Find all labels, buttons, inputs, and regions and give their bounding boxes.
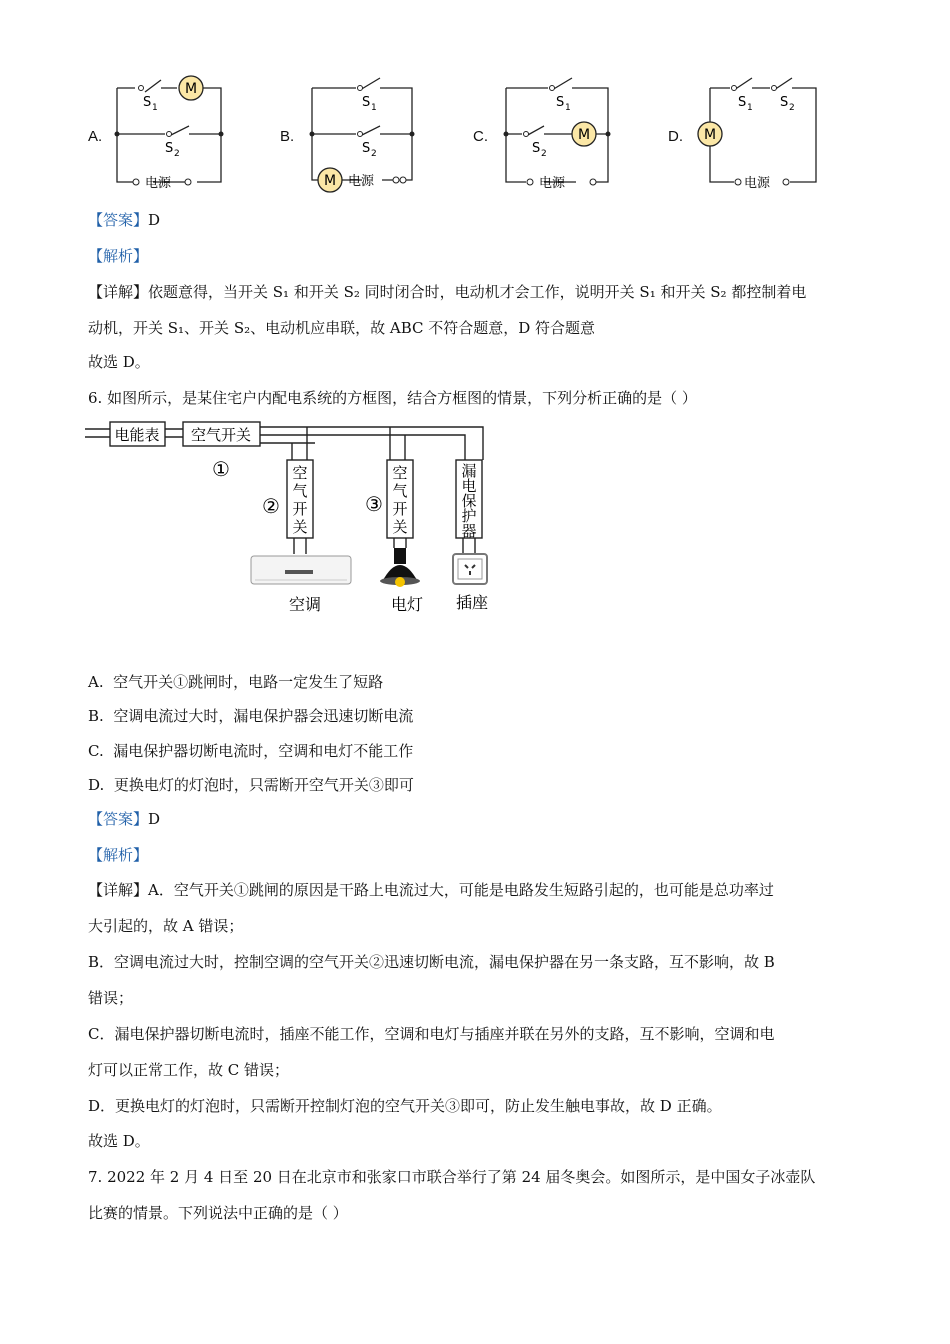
q5-detail-line-2: 动机，开关 S₁、开关 S₂、电动机应串联，故 ABC 不符合题意，D 符合题意	[88, 319, 596, 337]
q6-analysis-tag: 【解析】	[88, 846, 149, 864]
svg-text:1: 1	[747, 103, 753, 113]
svg-text:S: S	[362, 141, 371, 156]
q5-answer	[88, 210, 160, 230]
circuit-a-diagram	[105, 70, 235, 195]
air-conditioner-icon	[251, 556, 351, 584]
svg-text:S: S	[738, 95, 747, 110]
q6-option-c[interactable]: C. 漏电保护器切断电流时，空调和电灯不能工作	[88, 742, 414, 760]
svg-text:S: S	[556, 95, 565, 110]
switch-s1-label: S	[143, 95, 152, 110]
q5-detail-line-1: 【详解】依题意得，当开关 S₁ 和开关 S₂ 同时闭合时，电动机才会工作，说明开关 S₁ 和开关 S₂ 都控制着电	[88, 283, 807, 301]
q6-detail-b-2: 错误；	[88, 989, 134, 1007]
num-3: ③	[365, 492, 383, 516]
svg-text:2: 2	[174, 149, 180, 159]
option-d-label: D.	[668, 128, 683, 145]
q6-distribution-diagram	[85, 418, 505, 618]
svg-text:1: 1	[152, 103, 158, 113]
svg-text:气: 气	[392, 482, 408, 500]
meter-label: 电能表	[114, 426, 160, 444]
q6-stem: 6. 如图所示，是某住宅户内配电系统的方框图，结合方框图的情景，下列分析正确的是（ ）	[88, 389, 697, 407]
main-switch-label: 空气开关	[190, 426, 252, 444]
svg-text:1: 1	[371, 103, 377, 113]
q6-answer: 【答案】D	[88, 810, 161, 828]
lamp-icon	[380, 548, 420, 587]
q7-stem-line-2: 比赛的情景。下列说法中正确的是（ ）	[88, 1204, 348, 1222]
socket-label: 插座	[455, 593, 489, 612]
num-2: ②	[262, 494, 280, 518]
svg-text:关: 关	[292, 518, 308, 536]
num-1: ①	[212, 457, 230, 481]
svg-text:电源: 电源	[744, 176, 771, 191]
svg-text:开: 开	[292, 500, 308, 518]
q6-detail-a-2: 大引起的，故 A 错误；	[88, 917, 244, 935]
q6-detail-c-1: C．漏电保护器切断电流时，插座不能工作，空调和电灯与插座并联在另外的支路，互不影响，空调和电	[88, 1025, 775, 1043]
svg-text:M: M	[577, 127, 591, 143]
svg-text:1: 1	[565, 103, 571, 113]
q7-stem-line-1: 7. 2022 年 2 月 4 日至 20 日在北京市和张家口市联合举行了第 24 届冬奥会。如图所示，是中国女子冰壶队	[88, 1168, 816, 1186]
svg-text:保: 保	[461, 492, 477, 510]
option-c-label: C.	[473, 128, 488, 145]
svg-text:S: S	[362, 95, 371, 110]
q6-option-a[interactable]: A. 空气开关①跳闸时，电路一定发生了短路	[88, 673, 384, 691]
q6-option-b[interactable]: B. 空调电流过大时，漏电保护器会迅速切断电流	[88, 707, 414, 725]
answer-value: D	[148, 211, 161, 229]
svg-text:电源: 电源	[348, 174, 375, 189]
power-source-label: 电源	[145, 176, 172, 191]
svg-text:2: 2	[371, 149, 377, 159]
svg-text:空: 空	[392, 464, 408, 482]
q6-detail-c-2: 灯可以正常工作，故 C 错误；	[88, 1061, 290, 1079]
q5-conclusion: 故选 D。	[88, 353, 150, 371]
q6-detail-a-1: 【详解】A．空气开关①跳闸的原因是干路上电流过大，可能是电路发生短路引起的，也可能是总功率过	[88, 881, 774, 899]
svg-text:M: M	[323, 173, 337, 189]
svg-text:S: S	[780, 95, 789, 110]
q6-detail-b-1: B．空调电流过大时，控制空调的空气开关②迅速切断电流，漏电保护器在另一条支路，互不影响，故 B	[88, 953, 775, 971]
svg-text:S: S	[532, 141, 541, 156]
svg-text:电: 电	[461, 477, 477, 495]
svg-text:空: 空	[292, 464, 308, 482]
circuit-d-diagram	[694, 70, 824, 195]
svg-text:M: M	[703, 127, 717, 143]
q6-conclusion: 故选 D。	[88, 1132, 150, 1150]
q6-option-d[interactable]: D. 更换电灯的灯泡时，只需断开空气开关③即可	[88, 776, 414, 794]
svg-text:器: 器	[461, 522, 477, 540]
svg-text:开: 开	[392, 500, 408, 518]
circuit-b-diagram	[298, 70, 428, 195]
svg-text:电源: 电源	[539, 176, 566, 191]
answer-tag: 【答案】	[88, 211, 149, 229]
svg-text:漏: 漏	[461, 462, 477, 480]
svg-text:气: 气	[292, 482, 308, 500]
svg-text:2: 2	[541, 149, 547, 159]
svg-text:关: 关	[392, 518, 408, 536]
lamp-label: 电灯	[390, 595, 424, 614]
q6-detail-d: D．更换电灯的灯泡时，只需断开控制灯泡的空气开关③即可，防止发生触电事故，故 D 正确。	[88, 1097, 722, 1115]
switch-s2-label: S	[165, 141, 174, 156]
svg-text:2: 2	[789, 103, 795, 113]
circuit-c-diagram	[492, 70, 622, 195]
socket-icon	[453, 554, 487, 584]
svg-text:护: 护	[461, 507, 477, 525]
option-b-label: B.	[280, 128, 295, 145]
ac-label: 空调	[288, 595, 322, 614]
q5-analysis-tag: 【解析】	[88, 247, 149, 265]
motor-letter: M	[184, 81, 198, 97]
option-a-label: A.	[88, 128, 103, 145]
